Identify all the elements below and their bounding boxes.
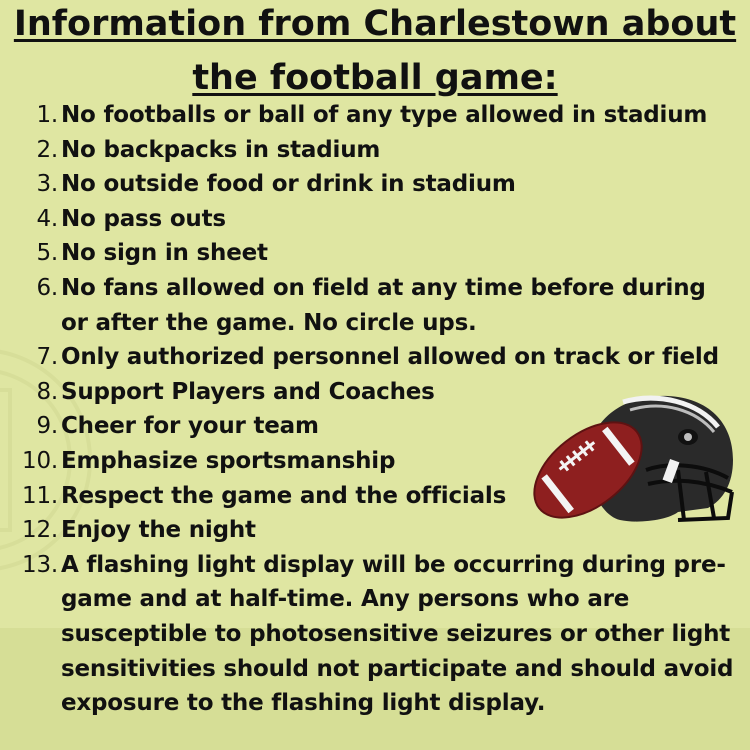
rule-text: A flashing light display will be occurring during pre-game and at half-time. Any persons who are susceptible to photosensitive seizures or other light sensitivities should not participate and should avoid exposure to the flashing light display. (61, 551, 734, 717)
rule-item (0, 236, 740, 271)
rule-item (0, 513, 531, 548)
rule-item (0, 271, 740, 340)
rule-text: No outside food or drink in stadium (61, 171, 516, 198)
rule-item (0, 202, 740, 237)
rule-text: Respect the game and the officials (61, 482, 507, 509)
rule-item (0, 133, 740, 168)
rule-number: 11. (22, 482, 58, 509)
rule-item (0, 548, 740, 721)
rule-text: No sign in sheet (61, 240, 268, 267)
rule-item (0, 375, 531, 410)
rule-text: Emphasize sportsmanship (61, 447, 396, 474)
rule-item (0, 444, 531, 479)
rule-number: 13. (22, 551, 58, 578)
rule-number: 6. (36, 274, 58, 301)
rule-text: Only authorized personnel allowed on track or field (61, 344, 719, 371)
rule-number: 9. (36, 413, 58, 440)
rule-text: No footballs or ball of any type allowed in stadium (61, 102, 708, 128)
rule-number: 5. (36, 240, 58, 267)
rule-number: 12. (22, 517, 58, 544)
rule-text: No fans allowed on field at any time before during or after the game. No circle ups. (61, 274, 706, 336)
rule-item (0, 409, 531, 444)
football-helmet-illustration (528, 392, 738, 530)
rule-text: No backpacks in stadium (61, 136, 381, 163)
rule-item (0, 340, 740, 375)
rule-number: 1. (36, 102, 58, 128)
rule-number: 8. (36, 378, 58, 405)
rule-item (0, 479, 531, 514)
rule-number: 2. (36, 136, 58, 163)
rule-number: 4. (36, 205, 58, 232)
page-title (0, 0, 750, 102)
title-line-1: Information from Charlestown about (13, 4, 737, 44)
rule-item (0, 167, 740, 202)
rule-text: Support Players and Coaches (61, 378, 435, 405)
rule-text: Cheer for your team (61, 413, 319, 440)
rule-text: Enjoy the night (61, 517, 256, 544)
rule-text: No pass outs (61, 205, 226, 232)
title-line-2: the football game: (192, 58, 558, 98)
rule-number: 3. (36, 171, 58, 198)
rule-number: 10. (22, 447, 58, 474)
rule-item (0, 98, 740, 133)
rule-number: 7. (36, 344, 58, 371)
